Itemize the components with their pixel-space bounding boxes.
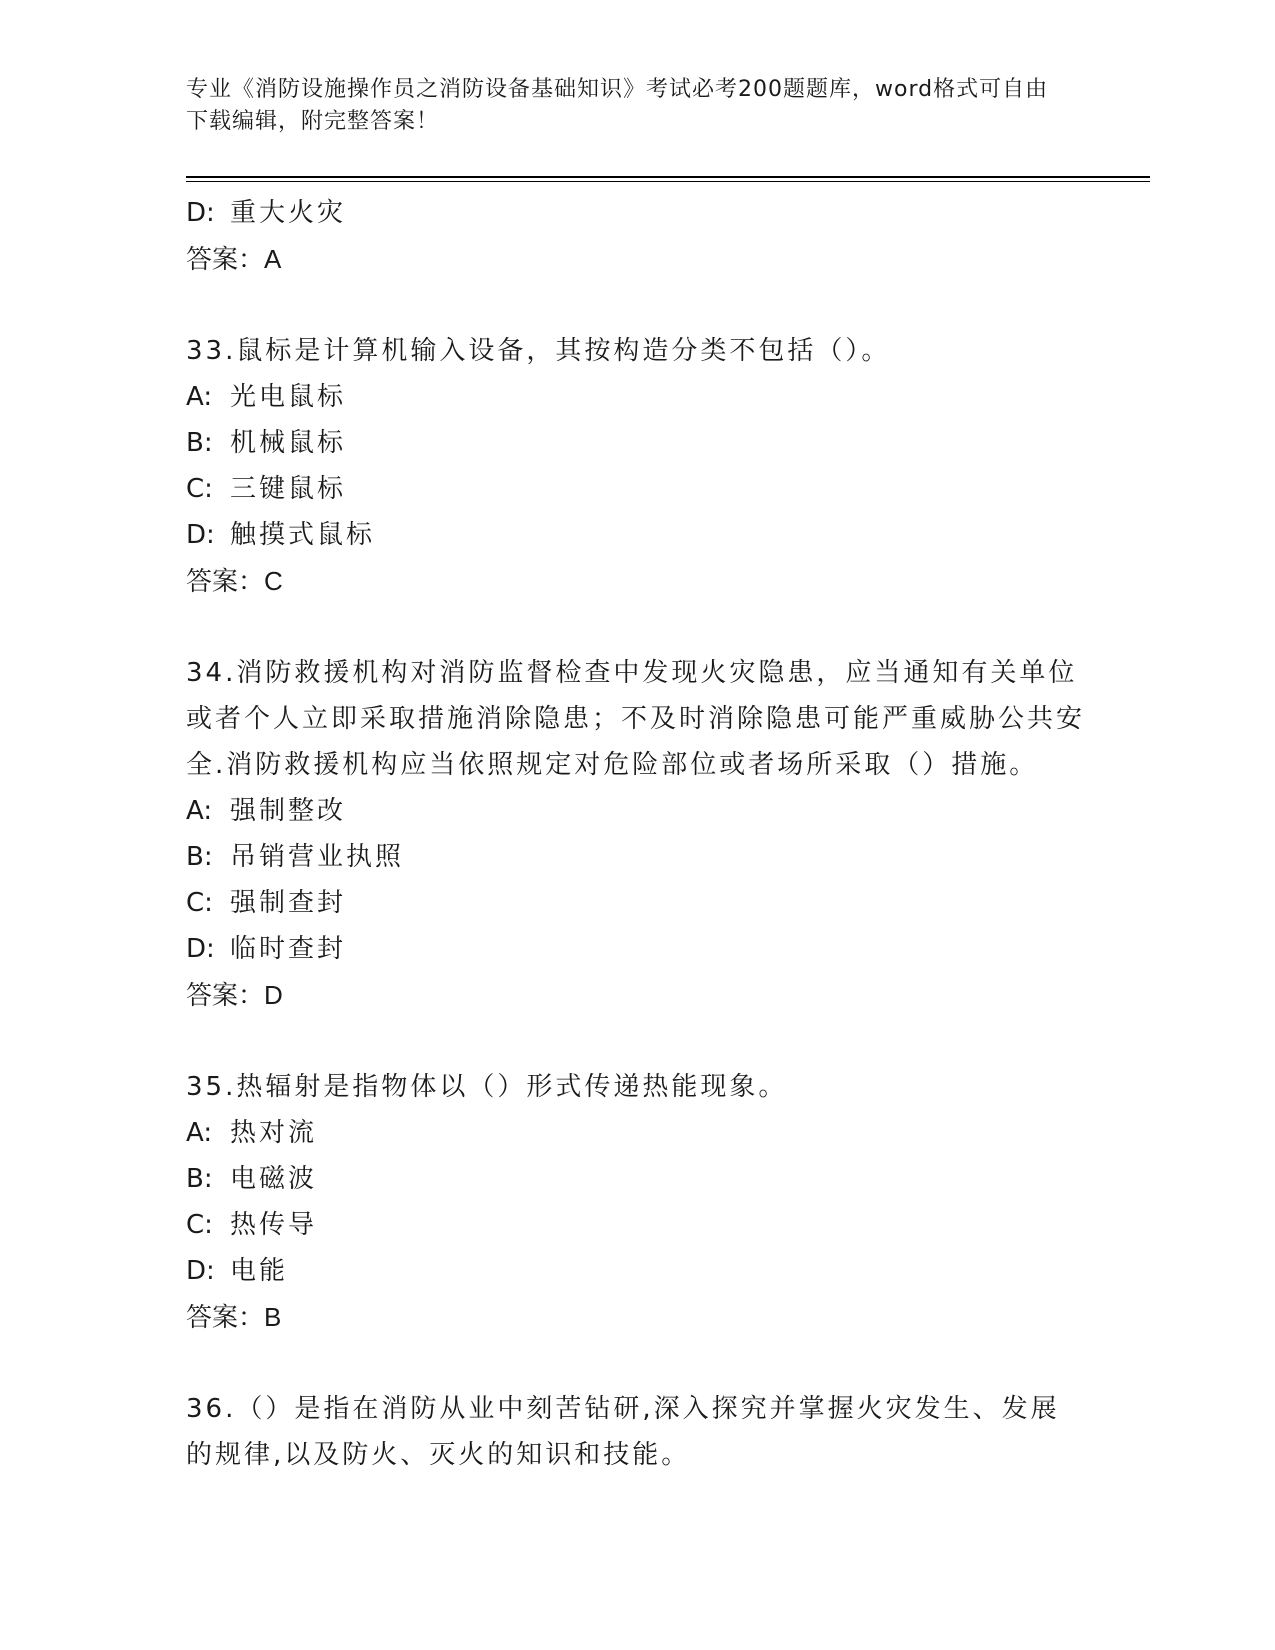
option-label: A: xyxy=(186,382,213,412)
document-body xyxy=(186,190,1086,1478)
option-text: 热对流 xyxy=(230,1118,318,1148)
question-text: 34.消防救援机构对消防监督检查中发现火灾隐患，应当通知有关单位或者个人立即采取措施消除隐患；不及时消除隐患可能严重威胁公共安全.消防救援机构应当依照规定对危险部位或者场所采取（）措施。 xyxy=(186,658,1086,780)
option-text: 触摸式鼠标 xyxy=(230,520,376,550)
option-c xyxy=(186,880,1086,926)
question-text: 36.（）是指在消防从业中刻苦钻研,深入探究并掌握火灾发生、发展的规律,以及防火、灭火的知识和技能。 xyxy=(186,1394,1060,1470)
option-text: 重大火灾 xyxy=(230,198,347,228)
spacer xyxy=(186,1018,1086,1064)
option-text: 临时查封 xyxy=(230,934,347,964)
option-text: 光电鼠标 xyxy=(230,382,347,412)
option-text: 电磁波 xyxy=(230,1164,318,1194)
option-label: C: xyxy=(186,888,213,918)
option-text: 强制查封 xyxy=(230,888,347,918)
option-label: D: xyxy=(186,520,215,550)
option-text: 强制整改 xyxy=(230,796,347,826)
header-rule-thick xyxy=(186,176,1150,178)
option-b xyxy=(186,1156,1086,1202)
option-label: D: xyxy=(186,934,215,964)
answer: 答案：C xyxy=(186,566,283,596)
option-text: 热传导 xyxy=(230,1210,318,1240)
option-label: C: xyxy=(186,1210,213,1240)
option-c xyxy=(186,466,1086,512)
option-label: B: xyxy=(186,1164,213,1194)
option-d xyxy=(186,926,1086,972)
option-a xyxy=(186,1110,1086,1156)
option-text: 吊销营业执照 xyxy=(230,842,405,872)
option-b xyxy=(186,420,1086,466)
option-text: 电能 xyxy=(230,1256,289,1286)
answer: 答案：D xyxy=(186,980,283,1010)
page-header: 专业《消防设施操作员之消防设备基础知识》考试必考200题题库，word格式可自由下载编辑，附完整答案！ xyxy=(186,77,1049,134)
option-label: A: xyxy=(186,1118,213,1148)
option-d xyxy=(186,512,1086,558)
answer: 答案：A xyxy=(186,244,282,274)
spacer xyxy=(186,604,1086,650)
question-text: 33.鼠标是计算机输入设备，其按构造分类不包括（）。 xyxy=(186,336,891,366)
option-b xyxy=(186,834,1086,880)
option-label: D: xyxy=(186,198,215,228)
option-c xyxy=(186,1202,1086,1248)
option-d xyxy=(186,1248,1086,1294)
option-label: B: xyxy=(186,842,213,872)
answer: 答案：B xyxy=(186,1302,282,1332)
option-label: A: xyxy=(186,796,213,826)
option-text: 三键鼠标 xyxy=(230,474,347,504)
option-a xyxy=(186,788,1086,834)
option-text: 机械鼠标 xyxy=(230,428,347,458)
option-label: B: xyxy=(186,428,213,458)
option-label: C: xyxy=(186,474,213,504)
option-d xyxy=(186,190,1086,236)
question-text: 35.热辐射是指物体以（）形式传递热能现象。 xyxy=(186,1072,788,1102)
spacer xyxy=(186,282,1086,328)
header-rule-thin xyxy=(186,181,1150,182)
option-label: D: xyxy=(186,1256,215,1286)
spacer xyxy=(186,1340,1086,1386)
option-a xyxy=(186,374,1086,420)
